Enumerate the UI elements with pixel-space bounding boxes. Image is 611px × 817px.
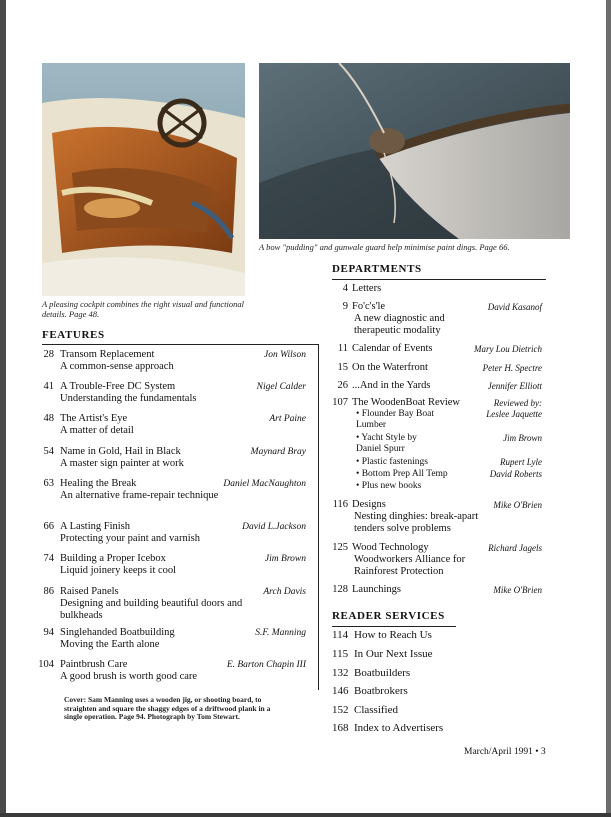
feature-author: Jon Wilson [264,350,306,360]
cover-credit: Cover: Sam Manning uses a wooden jig, or shooting board, to straighten and square the shaggy edges of a driftwood plank in a single operation. Page 94. Photograph by Tom Stewart. [64,695,271,721]
department-page-number: 9 [342,301,348,312]
feature-author: David L.Jackson [242,522,306,532]
reader-service-entry [332,629,432,641]
reader-service-title: In Our Next Issue [354,648,433,660]
feature-page-number: 28 [43,349,54,360]
page-shadow-right [606,0,611,817]
department-title: ...And in the Yards [352,380,431,391]
department-title: The WoodenBoat Review [352,397,461,408]
feature-title: Raised Panels [60,586,119,597]
feature-title: Building a Proper Icebox [60,553,166,564]
page-shadow-bottom [0,813,611,817]
cockpit-photo [42,63,245,296]
feature-author: Daniel MacNaughton [223,479,306,489]
review-author: Rupert Lyle [500,457,542,467]
feature-entry [36,381,306,411]
department-title: Launchings [352,584,401,595]
feature-page-number: 74 [43,553,54,564]
feature-subtitle: A common-sense approach [60,361,174,372]
page-footer: March/April 1991 • 3 [464,747,546,757]
reader-service-page-number: 146 [332,685,349,697]
department-title: Designs [352,499,386,510]
department-subtitle: A new diagnostic and therapeutic modality [354,313,445,336]
reader-services-heading: READER SERVICES [332,610,445,622]
reader-services-rule [332,626,456,627]
reader-service-title: Boatbuilders [354,667,411,679]
reader-service-title: Boatbrokers [354,685,408,697]
feature-author: S.F. Manning [255,628,306,638]
department-author: Mike O'Brien [493,585,542,595]
department-page-number: 15 [337,362,348,373]
feature-author: Nigel Calder [256,382,306,392]
department-subtitle: Woodworkers Alliance for Rainforest Protection [354,554,466,577]
feature-subtitle: A matter of detail [60,425,134,436]
feature-author: Maynard Bray [250,447,306,457]
review-item: • Plus new books [356,481,422,491]
department-entry [332,343,542,357]
bow-photo [259,63,570,239]
reader-service-page-number: 132 [332,667,349,679]
feature-title: A Trouble-Free DC System [60,381,176,392]
feature-subtitle: Protecting your paint and varnish [60,533,200,544]
feature-page-number: 104 [38,659,54,670]
feature-entry [36,553,306,583]
department-title: On the Waterfront [352,362,428,373]
review-author: Jim Brown [503,433,542,443]
review-item: • Flounder Bay Boat Lumber [356,409,434,430]
review-item: • Plastic fastenings [356,457,428,467]
feature-author: Art Paine [269,414,306,424]
department-page-number: 116 [332,499,348,510]
feature-title: Singlehanded Boatbuilding [60,627,175,638]
reader-service-title: Classified [354,704,398,716]
department-page-number: 4 [342,283,348,294]
department-author: Mary Lou Dietrich [474,344,542,354]
department-title: Fo'c's'le [352,301,386,312]
department-entry [332,499,542,534]
departments-heading: DEPARTMENTS [332,263,422,275]
feature-entry [36,627,306,657]
feature-title: A Lasting Finish [60,521,131,532]
feature-page-number: 94 [43,627,54,638]
feature-subtitle: Understanding the fundamentals [60,393,197,404]
reader-service-page-number: 152 [332,704,349,716]
reader-service-title: Index to Advertisers [354,722,444,734]
feature-subtitle: Liquid joinery keeps it cool [60,565,177,576]
department-entry [332,362,542,376]
feature-entry [36,586,306,621]
reader-service-entry [332,685,408,697]
features-vertical-rule [318,344,319,690]
department-author: Richard Jagels [488,543,542,553]
feature-entry [36,349,306,379]
department-page-number: 11 [337,343,348,354]
feature-title: Paintbrush Care [60,659,128,670]
feature-entry [36,521,306,551]
department-page-number: 107 [332,397,348,408]
department-title: Calendar of Events [352,343,433,354]
department-author: David Kasanof [487,302,542,312]
review-item: • Bottom Prep All Temp [356,469,448,479]
department-entry [332,301,542,336]
cockpit-photo-caption: A pleasing cockpit combines the right visual and functional details. Page 48. [42,299,244,319]
department-author: Reviewed by: [493,398,542,408]
reader-service-title: How to Reach Us [354,629,432,641]
feature-page-number: 63 [43,478,54,489]
feature-title: Name in Gold, Hail in Black [60,446,181,457]
features-heading: FEATURES [42,329,105,341]
feature-entry [36,659,306,689]
review-author: David Roberts [489,469,542,479]
feature-subtitle: An alternative frame-repair technique [60,490,219,501]
department-title: Letters [352,283,382,294]
department-title: Wood Technology [352,542,429,553]
department-entry [332,380,542,394]
feature-title: The Artist's Eye [60,413,128,424]
feature-subtitle: A master sign painter at work [60,458,184,469]
departments-rule [332,279,546,280]
reader-service-entry [332,648,433,660]
reader-service-page-number: 168 [332,722,349,734]
feature-entry [36,478,306,508]
feature-entry [36,446,306,476]
reader-service-page-number: 115 [332,648,349,660]
feature-title: Healing the Break [60,478,137,489]
feature-author: Arch Davis [263,587,306,597]
department-author: Mike O'Brien [493,500,542,510]
feature-subtitle: Moving the Earth alone [60,639,160,650]
feature-entry [36,413,306,443]
feature-page-number: 66 [43,521,54,532]
review-item: • Yacht Style by Daniel Spurr [356,433,417,454]
feature-author: Jim Brown [264,554,306,564]
review-author: Leslee Jaquette [486,409,542,419]
features-rule [42,344,319,345]
reader-service-entry [332,704,398,716]
feature-subtitle: Designing and building beautiful doors and bulkheads [60,598,243,621]
department-author: Peter H. Spectre [482,363,542,373]
department-author: Jennifer Elliott [487,381,542,391]
feature-page-number: 54 [43,446,54,457]
feature-subtitle: A good brush is worth good care [60,671,198,682]
reader-service-page-number: 114 [332,629,349,641]
feature-page-number: 86 [43,586,54,597]
department-page-number: 26 [337,380,348,391]
bow-photo-caption: A bow "pudding" and gunwale guard help minimise paint dings. Page 66. [259,242,510,252]
department-subtitle: Nesting dinghies: break-apart tenders solve problems [354,511,479,534]
feature-page-number: 41 [43,381,54,392]
department-page-number: 128 [332,584,348,595]
feature-page-number: 48 [43,413,54,424]
feature-title: Transom Replacement [60,349,155,360]
department-entry [332,584,542,598]
reader-service-entry [332,722,443,734]
department-page-number: 125 [332,542,348,553]
department-entry [332,283,542,297]
feature-author: E. Barton Chapin III [226,660,306,670]
department-entry [332,542,542,577]
reader-service-entry [332,667,410,679]
